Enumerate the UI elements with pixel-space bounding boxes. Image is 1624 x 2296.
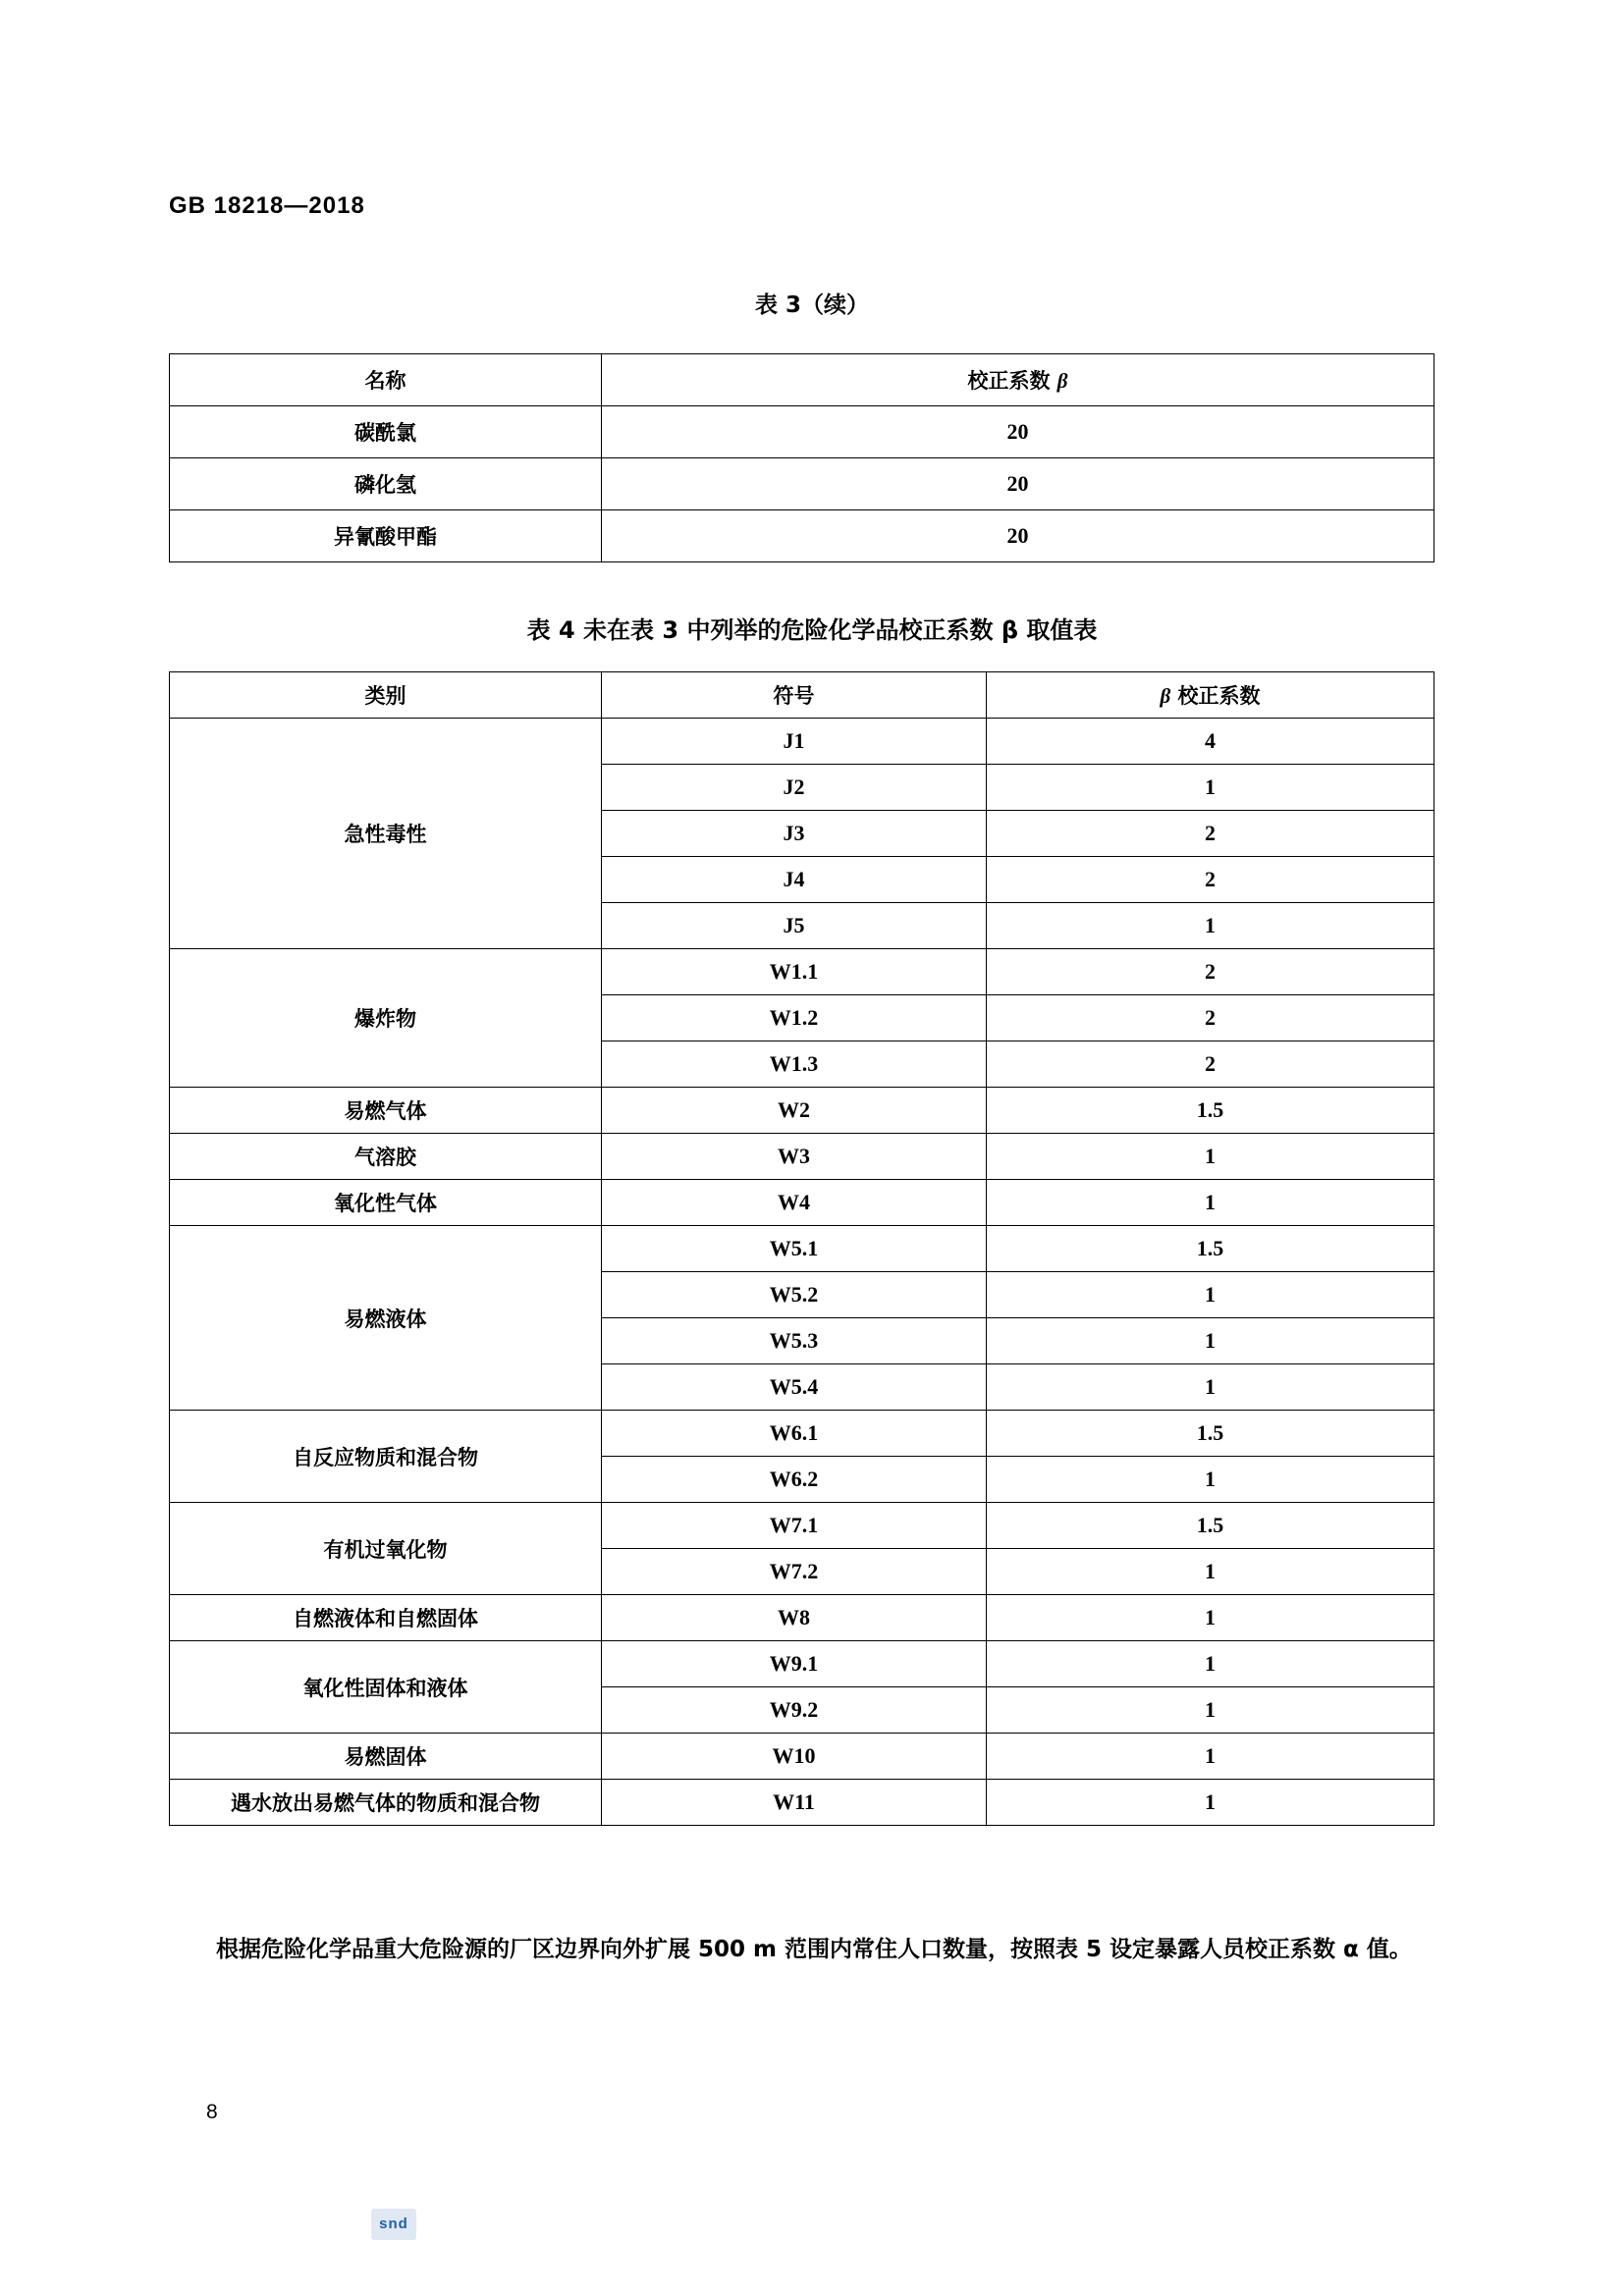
table3 <box>169 353 1435 562</box>
table4-cell-value: 2 <box>987 1041 1435 1088</box>
table4-cell-category: 有机过氧化物 <box>170 1503 602 1595</box>
table4-cell-category: 氧化性固体和液体 <box>170 1641 602 1734</box>
table4-cell-value: 1 <box>987 1134 1435 1180</box>
table4-cell-value: 1 <box>987 1641 1435 1687</box>
publisher-logo: snd <box>371 2209 416 2240</box>
table4-cell-category: 气溶胶 <box>170 1134 602 1180</box>
table4-cell-value: 1 <box>987 1364 1435 1411</box>
table4-cell-symbol: J4 <box>602 857 987 903</box>
table3-header-beta: 校正系数 β <box>602 354 1435 406</box>
table4-cell-category: 氧化性气体 <box>170 1180 602 1226</box>
table4-cell-value: 4 <box>987 719 1435 765</box>
table4-cell-symbol: W7.1 <box>602 1503 987 1549</box>
table4-cell-symbol: W1.2 <box>602 995 987 1041</box>
table3-caption: 表 3（续） <box>754 293 869 318</box>
table4-header-category: 类别 <box>170 672 602 719</box>
table-row <box>170 1134 1435 1180</box>
table4-cell-symbol: W5.4 <box>602 1364 987 1411</box>
table-row <box>170 1595 1435 1641</box>
table4-cell-category: 自反应物质和混合物 <box>170 1411 602 1503</box>
table4-cell-value: 1 <box>987 1595 1435 1641</box>
table4-cell-symbol: W5.1 <box>602 1226 987 1272</box>
table-row <box>170 1226 1435 1272</box>
table4-header-symbol: 符号 <box>602 672 987 719</box>
table4-cell-symbol: W7.2 <box>602 1549 987 1595</box>
table4-cell-symbol: W5.2 <box>602 1272 987 1318</box>
table4-cell-category: 遇水放出易燃气体的物质和混合物 <box>170 1780 602 1826</box>
table4-cell-symbol: W1.1 <box>602 949 987 995</box>
table3-cell-name: 碳酰氯 <box>170 406 602 458</box>
table4-cell-symbol: W1.3 <box>602 1041 987 1088</box>
table3-cell-name: 磷化氢 <box>170 458 602 510</box>
table4-cell-value: 1 <box>987 1780 1435 1826</box>
table4-cell-value: 1.5 <box>987 1088 1435 1134</box>
table4-cell-value: 1 <box>987 1687 1435 1734</box>
table3-cell-value: 20 <box>602 458 1435 510</box>
table4-cell-value: 1 <box>987 1318 1435 1364</box>
table-row <box>170 1641 1435 1687</box>
table-row <box>170 1780 1435 1826</box>
table4-cell-category: 易燃固体 <box>170 1734 602 1780</box>
table4-cell-category: 易燃气体 <box>170 1088 602 1134</box>
table-row <box>170 719 1435 765</box>
table4-cell-category: 急性毒性 <box>170 719 602 949</box>
table4-header-beta: β 校正系数 <box>987 672 1435 719</box>
table-row <box>170 1411 1435 1457</box>
table4-cell-symbol: W9.1 <box>602 1641 987 1687</box>
table-row <box>170 458 1435 510</box>
table-header-row <box>170 354 1435 406</box>
table3-header-name: 名称 <box>170 354 602 406</box>
table-row <box>170 406 1435 458</box>
table4-cell-symbol: J1 <box>602 719 987 765</box>
table4-cell-symbol: W5.3 <box>602 1318 987 1364</box>
table3-cell-value: 20 <box>602 406 1435 458</box>
table-header-row <box>170 672 1435 719</box>
table4-cell-value: 2 <box>987 857 1435 903</box>
table-row <box>170 1180 1435 1226</box>
table4-cell-symbol: W11 <box>602 1780 987 1826</box>
table4-cell-value: 2 <box>987 995 1435 1041</box>
table4-cell-symbol: W4 <box>602 1180 987 1226</box>
table4-cell-symbol: W6.1 <box>602 1411 987 1457</box>
table4-cell-value: 1 <box>987 1272 1435 1318</box>
table4-cell-symbol: W6.2 <box>602 1457 987 1503</box>
table-row <box>170 949 1435 995</box>
table4-cell-category: 爆炸物 <box>170 949 602 1088</box>
table4-cell-value: 1.5 <box>987 1503 1435 1549</box>
table4-cell-value: 1 <box>987 1180 1435 1226</box>
table4-cell-value: 1.5 <box>987 1411 1435 1457</box>
table4-cell-symbol: W9.2 <box>602 1687 987 1734</box>
table4-cell-value: 2 <box>987 811 1435 857</box>
standard-header: GB 18218—2018 <box>169 192 365 219</box>
table4-cell-value: 1 <box>987 903 1435 949</box>
table4-cell-symbol: W8 <box>602 1595 987 1641</box>
table-row <box>170 1734 1435 1780</box>
table4-caption: 表 4 未在表 3 中列举的危险化学品校正系数 β 取值表 <box>526 616 1098 644</box>
page-number: 8 <box>206 2101 218 2123</box>
table4-cell-symbol: J2 <box>602 765 987 811</box>
table4-cell-symbol: J5 <box>602 903 987 949</box>
table-row <box>170 1088 1435 1134</box>
table-row <box>170 510 1435 562</box>
table4-cell-value: 2 <box>987 949 1435 995</box>
table4-cell-value: 1 <box>987 1734 1435 1780</box>
table4 <box>169 671 1435 1826</box>
table4-cell-symbol: W2 <box>602 1088 987 1134</box>
table-row <box>170 1503 1435 1549</box>
table3-cell-name: 异氰酸甲酯 <box>170 510 602 562</box>
table4-cell-value: 1 <box>987 1549 1435 1595</box>
table4-cell-symbol: J3 <box>602 811 987 857</box>
table4-cell-category: 自燃液体和自燃固体 <box>170 1595 602 1641</box>
table4-cell-symbol: W10 <box>602 1734 987 1780</box>
body-paragraph: 根据危险化学品重大危险源的厂区边界向外扩展 500 m 范围内常住人口数量，按照表 5 设定暴露人员校正系数 α 值。 <box>216 1937 1412 1962</box>
table3-cell-value: 20 <box>602 510 1435 562</box>
table4-cell-value: 1 <box>987 765 1435 811</box>
table4-cell-symbol: W3 <box>602 1134 987 1180</box>
table4-cell-category: 易燃液体 <box>170 1226 602 1411</box>
table4-cell-value: 1.5 <box>987 1226 1435 1272</box>
table4-cell-value: 1 <box>987 1457 1435 1503</box>
